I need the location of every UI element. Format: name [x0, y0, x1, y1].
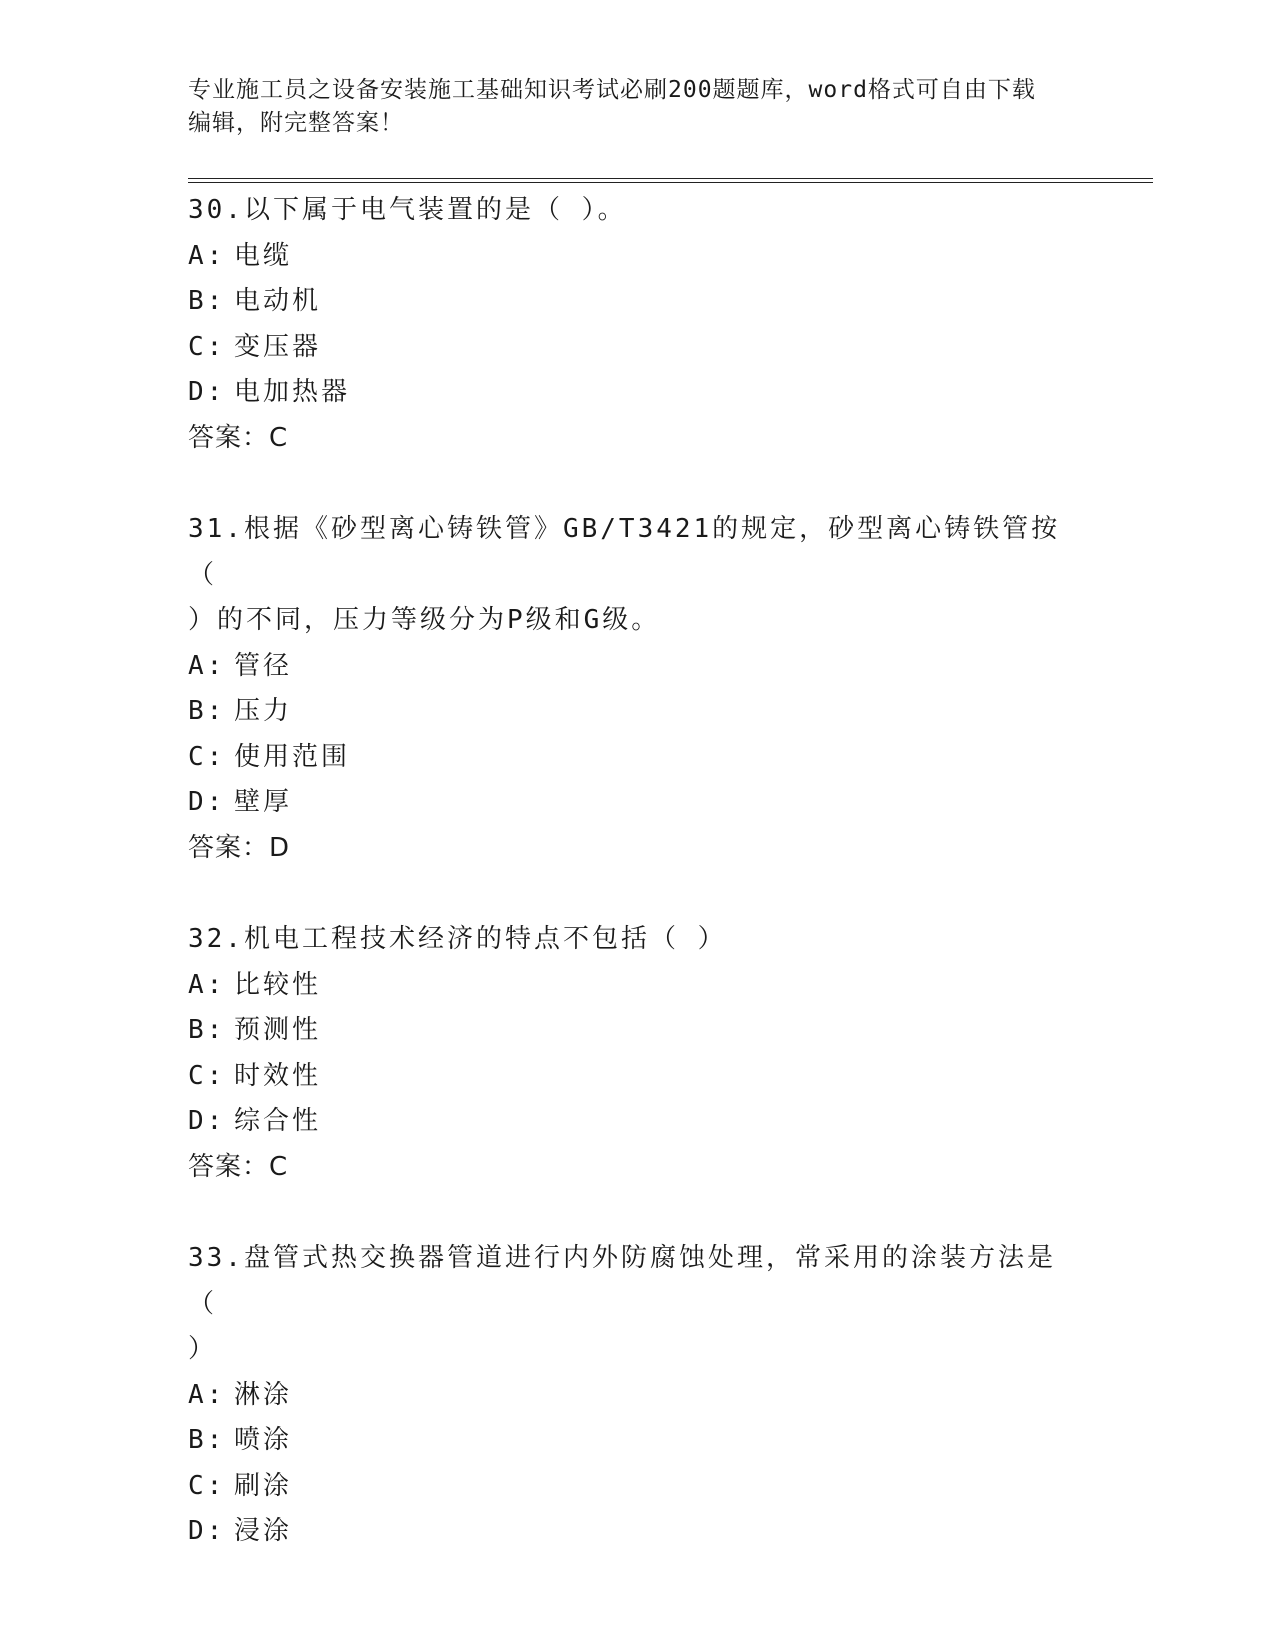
option-tag: B:: [188, 286, 226, 316]
option-tag: A:: [188, 1379, 226, 1410]
option-b: [188, 1008, 1068, 1054]
option-text: 比较性: [234, 969, 322, 1000]
question-stem: 30.以下属于电气装置的是（ ）。: [188, 195, 627, 225]
header-divider: [188, 178, 1153, 183]
option-tag: B:: [188, 1015, 226, 1045]
option-text: 喷涂: [234, 1425, 293, 1455]
option-a: [188, 1373, 1068, 1419]
answer-line: 答案：D: [188, 832, 291, 863]
option-c: [188, 735, 1068, 781]
question-stem: 32.机电工程技术经济的特点不包括（ ）: [188, 924, 727, 954]
option-tag: D:: [188, 377, 226, 407]
option-d: [188, 1099, 1068, 1145]
option-text: 刷涂: [234, 1470, 293, 1501]
option-tag: D:: [188, 787, 226, 817]
question-stem-continued: ）的不同，压力等级分为P级和G级。: [188, 605, 661, 635]
option-a: [188, 234, 1068, 280]
option-b: [188, 279, 1068, 325]
question-32: [188, 917, 1068, 1190]
option-tag: C:: [188, 1060, 226, 1091]
option-text: 电动机: [234, 286, 322, 316]
option-text: 使用范围: [234, 741, 351, 772]
option-c: [188, 325, 1068, 371]
document-header: [188, 74, 1068, 140]
option-tag: A:: [188, 650, 226, 681]
option-tag: D:: [188, 1106, 226, 1136]
option-tag: A:: [188, 969, 226, 1000]
option-d: [188, 780, 1068, 826]
option-text: 淋涂: [234, 1379, 293, 1410]
option-text: 预测性: [234, 1015, 322, 1045]
option-d: [188, 1509, 1068, 1555]
option-tag: C:: [188, 1470, 226, 1501]
option-tag: B:: [188, 696, 226, 726]
option-c: [188, 1054, 1068, 1100]
option-tag: C:: [188, 741, 226, 772]
option-text: 电缆: [234, 240, 293, 271]
question-stem-continued: ）: [188, 1334, 218, 1364]
question-33: [188, 1236, 1068, 1555]
option-text: 电加热器: [234, 377, 351, 407]
option-text: 变压器: [234, 331, 322, 362]
question-30: [188, 188, 1068, 461]
option-text: 综合性: [234, 1106, 322, 1136]
question-31: [188, 507, 1068, 871]
option-a: [188, 644, 1068, 690]
question-stem: 31.根据《砂型离心铸铁管》GB/T3421的规定，砂型离心铸铁管按（: [188, 514, 1061, 590]
option-d: [188, 370, 1068, 416]
answer-line: 答案：C: [188, 422, 289, 453]
question-list: [188, 188, 1068, 1555]
answer-line: 答案：C: [188, 1151, 289, 1182]
header-line-2: 编辑，附完整答案！: [188, 110, 404, 136]
option-text: 壁厚: [234, 787, 293, 817]
option-tag: A:: [188, 240, 226, 271]
option-text: 压力: [234, 696, 293, 726]
option-b: [188, 1418, 1068, 1464]
option-a: [188, 963, 1068, 1009]
option-tag: B:: [188, 1425, 226, 1455]
option-text: 浸涂: [234, 1516, 293, 1546]
option-text: 时效性: [234, 1060, 322, 1091]
option-b: [188, 689, 1068, 735]
option-text: 管径: [234, 650, 293, 681]
question-stem: 33.盘管式热交换器管道进行内外防腐蚀处理，常采用的涂装方法是（: [188, 1243, 1056, 1319]
header-line-1: 专业施工员之设备安装施工基础知识考试必刷200题题库，word格式可自由下载: [188, 77, 1036, 103]
option-c: [188, 1464, 1068, 1510]
option-tag: D:: [188, 1516, 226, 1546]
option-tag: C:: [188, 331, 226, 362]
